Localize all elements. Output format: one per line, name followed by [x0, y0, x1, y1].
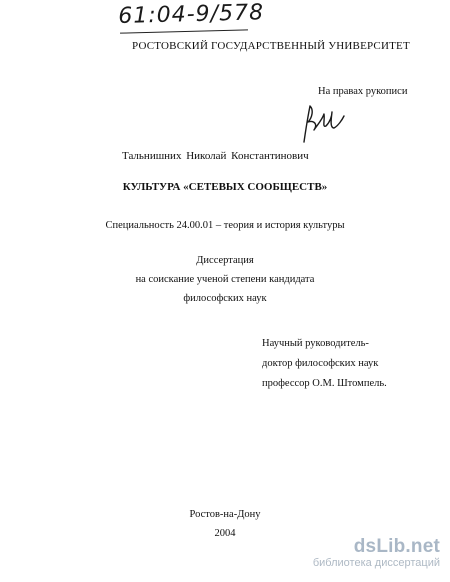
supervisor-name: профессор О.М. Штомпель. [262, 378, 387, 389]
dissertation-title: КУЛЬТУРА «СЕТЕВЫХ СООБЩЕСТВ» [122, 181, 328, 193]
supervisor-role: Научный руководитель- [262, 338, 369, 349]
dissertation-description [0, 251, 450, 308]
specialty-line: Специальность 24.00.01 – теория и история культуры [105, 220, 345, 231]
year: 2004 [214, 528, 236, 539]
handwritten-catalog-number: 61:04-9/578 [118, 0, 265, 29]
field-line: философских наук [183, 293, 267, 304]
city: Ростов-на-Дону [189, 509, 261, 520]
degree-line: на соискание ученой степени кандидата [135, 274, 315, 285]
supervisor-degree: доктор философских наук [262, 358, 379, 369]
watermark-subtitle: библиотека диссертаций [312, 557, 440, 569]
catalog-underline [120, 29, 248, 33]
handwritten-signature [298, 98, 348, 146]
watermark-logo: dsLib.net [353, 536, 440, 557]
university-name: РОСТОВСКИЙ ГОСУДАРСТВЕННЫЙ УНИВЕРСИТЕТ [132, 40, 410, 52]
rights-notice: На правах рукописи [318, 86, 408, 97]
watermark [313, 536, 440, 569]
supervisor-block [262, 334, 387, 394]
dissertation-type: Диссертация [196, 255, 254, 266]
author-name: Тальнишних Николай Константинович [122, 150, 309, 162]
